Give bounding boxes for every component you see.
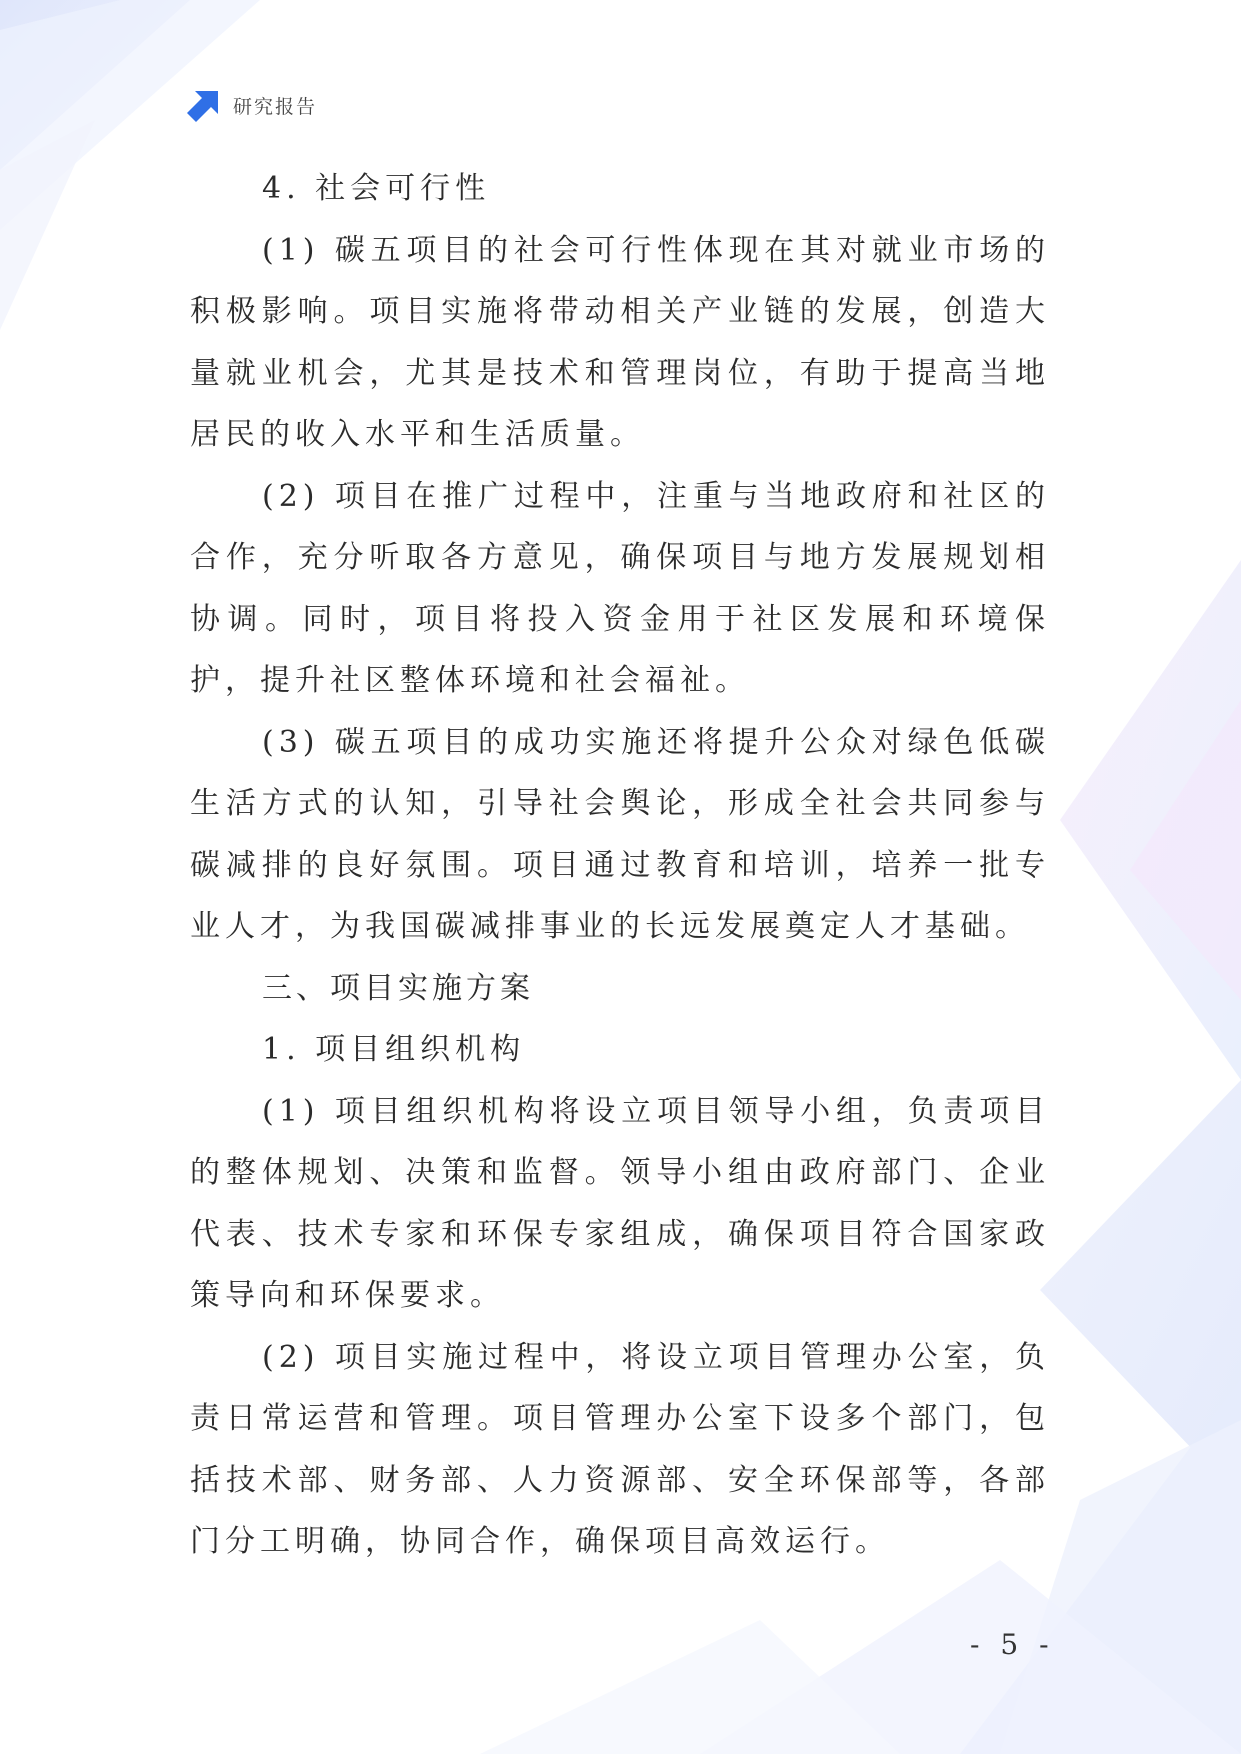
paragraph: (1) 碳五项目的社会可行性体现在其对就业市场的积极影响。项目实施将带动相关产业链的发展，创造大量就业机会，尤其是技术和管理岗位，有助于提高当地居民的收入水平和生活质量。 <box>190 232 1050 452</box>
section-heading-organization: 1. 项目组织机构 <box>262 1032 526 1067</box>
document-body <box>190 158 1050 1573</box>
paragraph: (2) 项目实施过程中，将设立项目管理办公室，负责日常运营和管理。项目管理办公室下设多个部门，包括技术部、财务部、人力资源部、安全环保部等，各部门分工明确，协同合作，确保项目高效运行。 <box>190 1339 1050 1559</box>
report-header <box>187 88 317 122</box>
paragraph: (2) 项目在推广过程中，注重与当地政府和社区的合作，充分听取各方意见，确保项目与地方发展规划相协调。同时，项目将投入资金用于社区发展和环境保护，提升社区整体环境和社会福祉。 <box>190 478 1050 698</box>
chapter-heading-implementation: 三、项目实施方案 <box>262 970 534 1006</box>
section-heading-social-feasibility: 4. 社会可行性 <box>262 171 491 206</box>
paragraph: (1) 项目组织机构将设立项目领导小组，负责项目的整体规划、决策和监督。领导小组由政府部门、企业代表、技术专家和环保专家组成，确保项目符合国家政策导向和环保要求。 <box>190 1093 1050 1313</box>
page-number: - 5 - <box>970 1628 1055 1661</box>
arrow-up-right-icon <box>187 88 221 122</box>
header-title: 研究报告 <box>233 95 318 118</box>
paragraph: (3) 碳五项目的成功实施还将提升公众对绿色低碳生活方式的认知，引导社会舆论，形成全社会共同参与碳减排的良好氛围。项目通过教育和培训，培养一批专业人才，为我国碳减排事业的长远发展奠定人才基础。 <box>190 724 1050 944</box>
